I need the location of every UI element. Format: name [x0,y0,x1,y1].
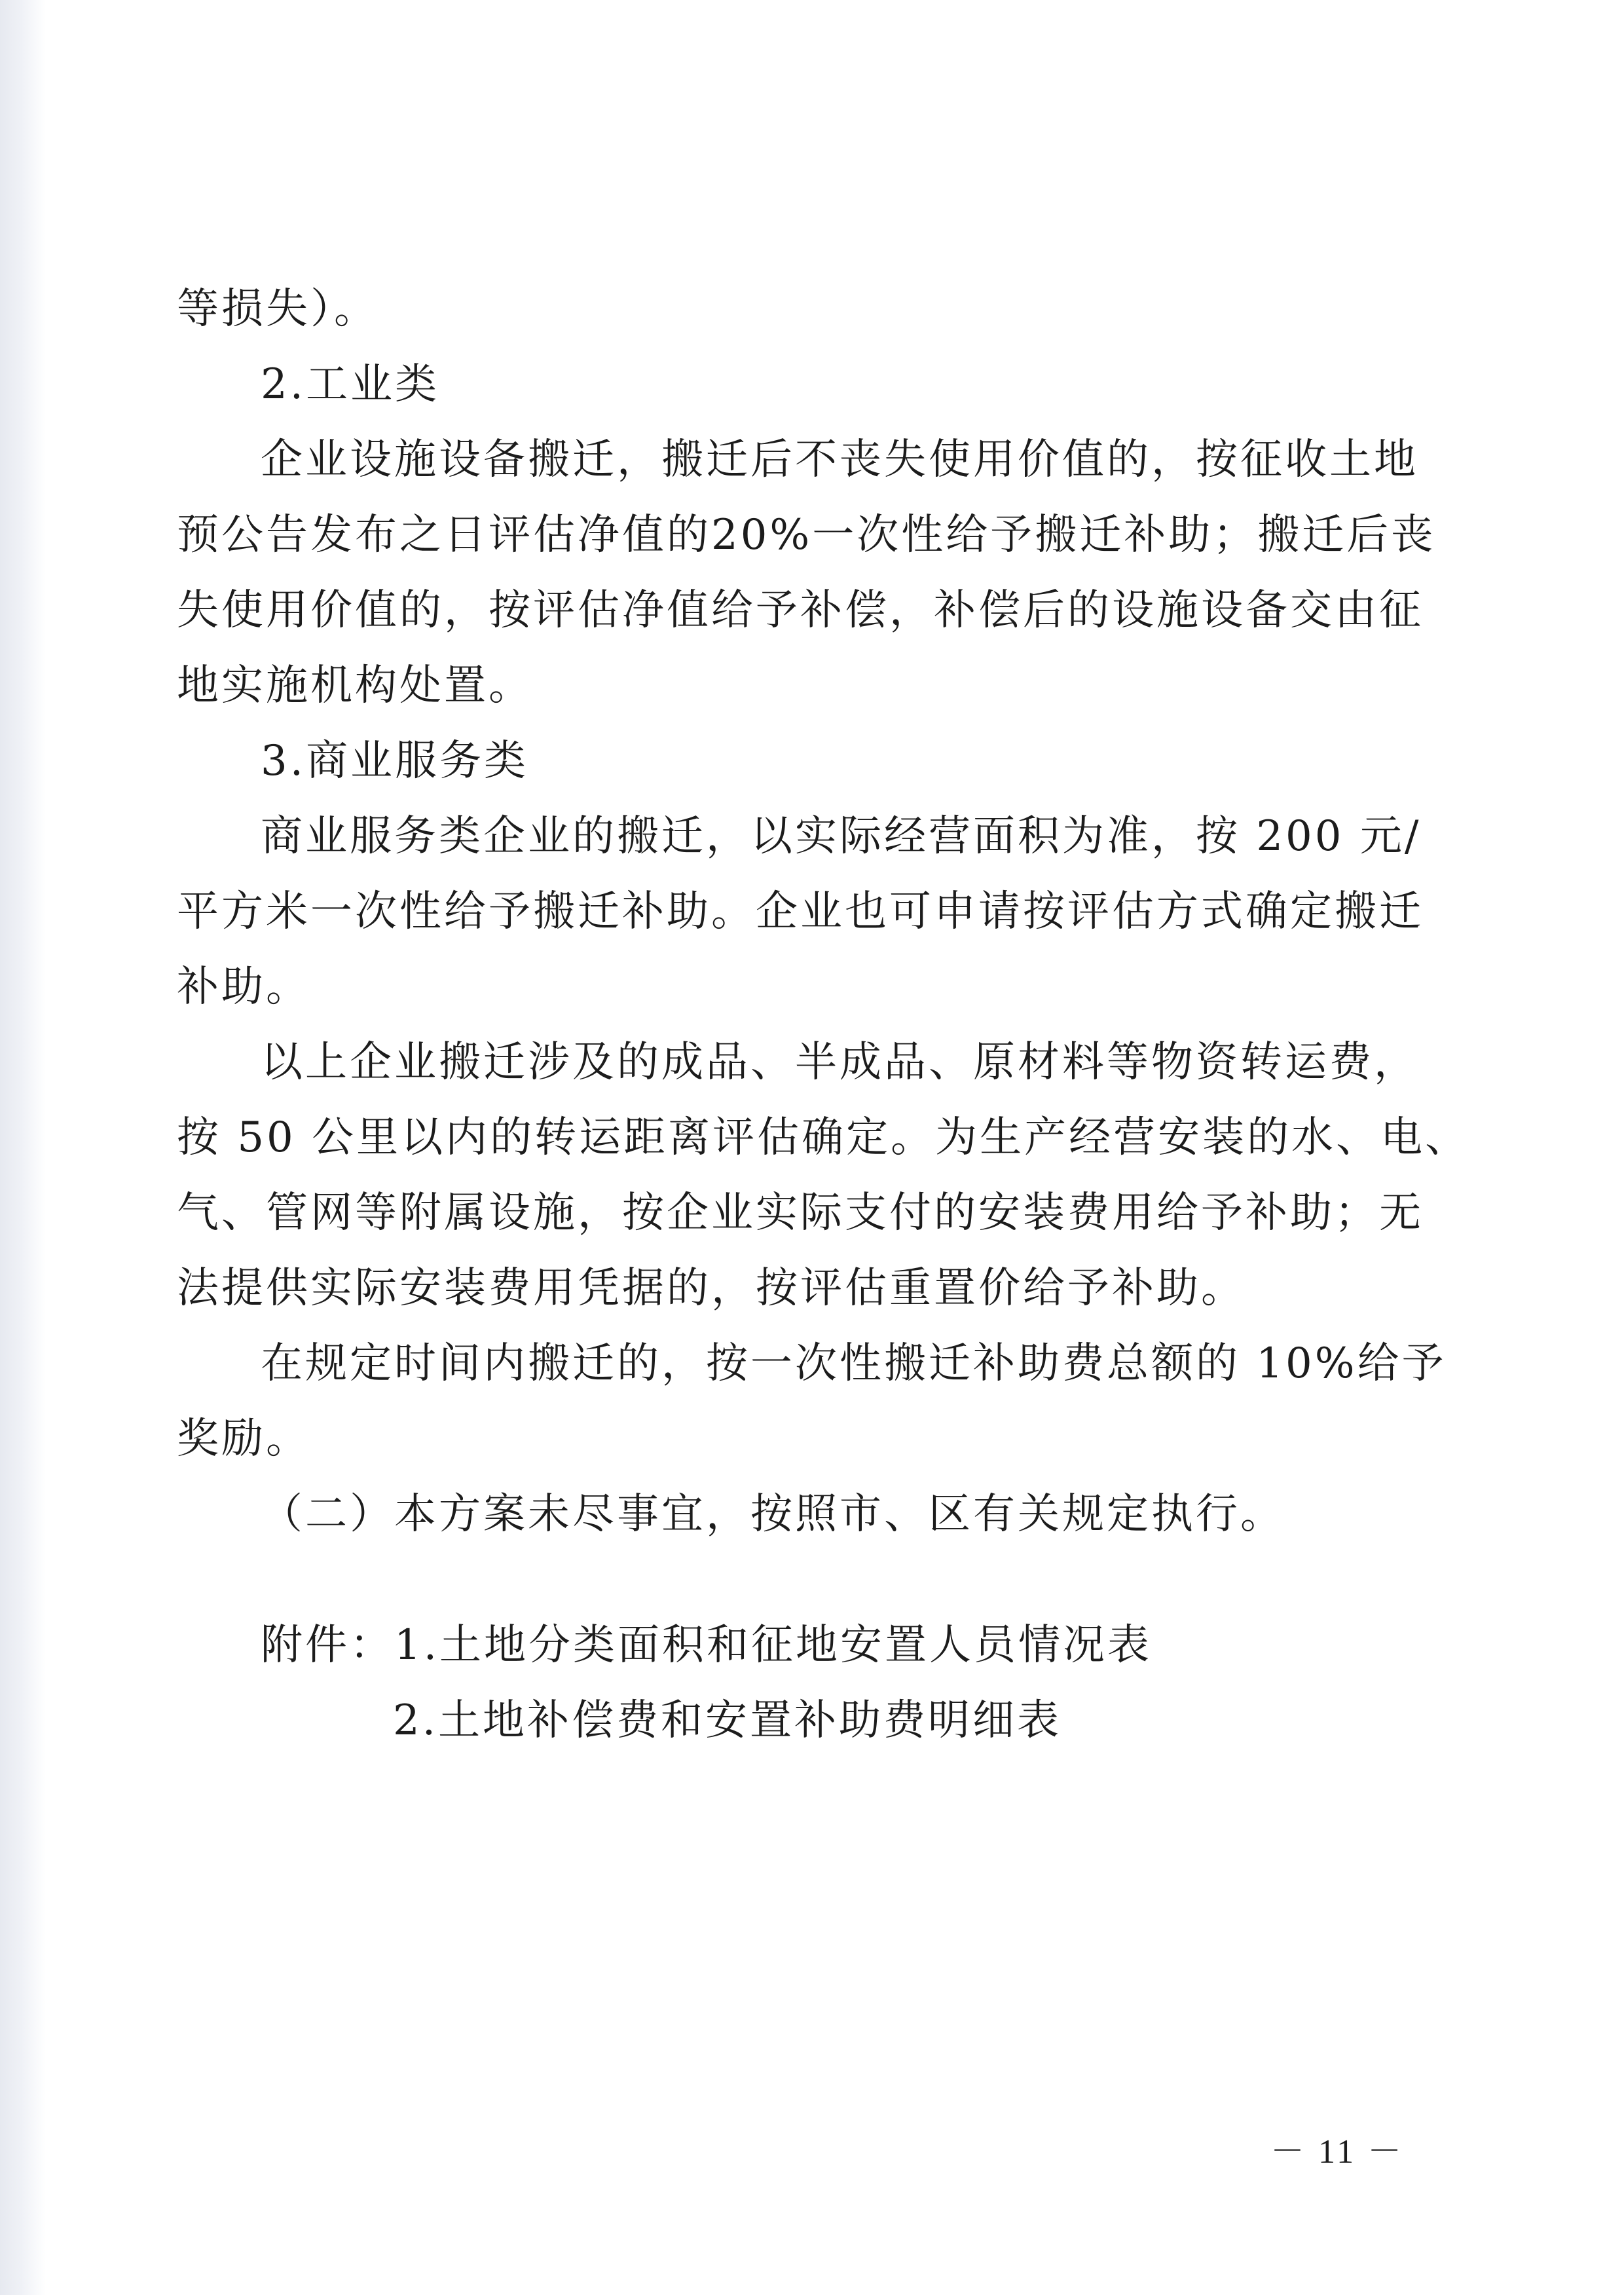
text-line: 失使用价值的，按评估净值给予补偿，补偿后的设施设备交由征 [177,586,1424,635]
text-line: 预公告发布之日评估净值的20%一次性给予搬迁补助；搬迁后丧 [177,511,1436,559]
text-line: （二）本方案未尽事宜，按照市、区有关规定执行。 [261,1490,1285,1539]
attachment-line-2: 2.土地补偿费和安置补助费明细表 [393,1696,1062,1745]
text-line: 奖励。 [177,1415,310,1463]
text-line: 法提供实际安装费用凭据的，按评估重置价给予补助。 [177,1264,1246,1313]
text-line: 地实施机构处置。 [177,662,533,710]
text-line: 商业服务类企业的搬迁，以实际经营面积为准，按 200 元/ [261,812,1422,861]
section-heading-commercial: 3.商业服务类 [261,737,529,785]
text-line: 补助。 [177,963,310,1011]
text-line: 按 50 公里以内的转运距离评估确定。为生产经营安装的水、电、 [177,1113,1470,1162]
text-line: 以上企业搬迁涉及的成品、半成品、原材料等物资转运费， [261,1038,1418,1087]
attachment-line-1: 附件：1.土地分类面积和征地安置人员情况表 [261,1621,1153,1670]
text-line: 企业设施设备搬迁，搬迁后不丧失使用价值的，按征收土地 [261,436,1418,484]
text-line: 气、管网等附属设施，按企业实际支付的安装费用给予补助；无 [177,1189,1424,1237]
text-line: 平方米一次性给予搬迁补助。企业也可申请按评估方式确定搬迁 [177,887,1424,936]
text-line: 在规定时间内搬迁的，按一次性搬迁补助费总额的 10%给予 [261,1339,1447,1388]
page-number: － 11 － [1270,2133,1405,2171]
text-line: 等损失）。 [177,285,378,333]
section-heading-industrial: 2.工业类 [261,360,440,409]
scan-edge-shadow [0,0,46,2295]
